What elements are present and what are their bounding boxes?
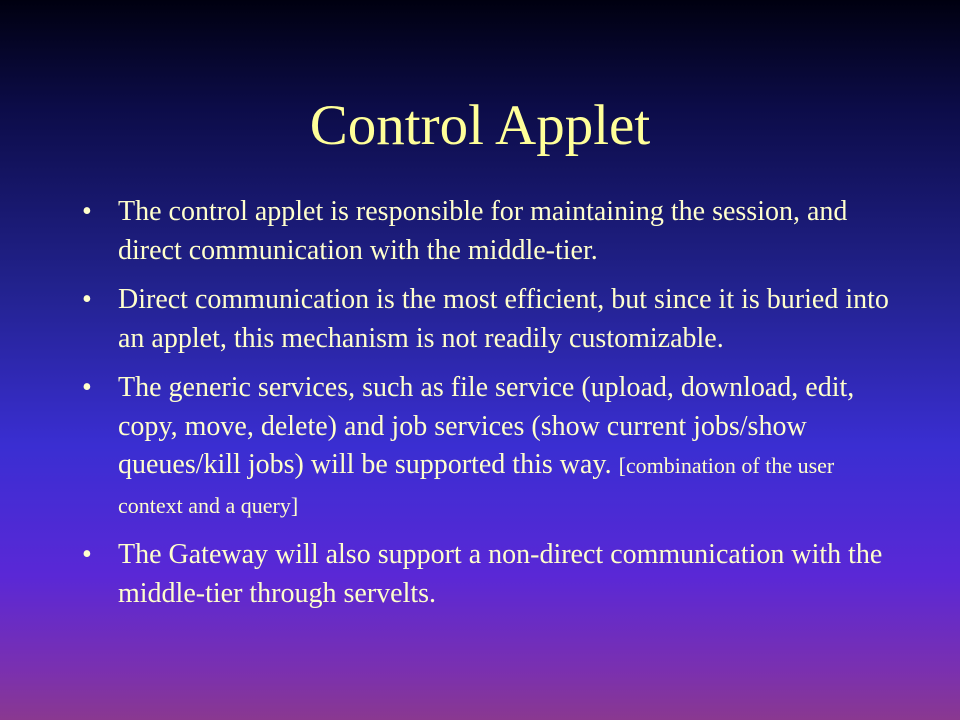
bullet-note: [combination of the user context and a query] bbox=[118, 453, 835, 518]
bullet-text: The control applet is responsible for maintaining the session, and direct communication with the middle-tier. bbox=[118, 196, 848, 266]
bullet-item bbox=[82, 369, 892, 525]
bullet-list bbox=[82, 193, 892, 624]
bullet-item bbox=[82, 193, 892, 270]
bullet-text: The Gateway will also support a non-direct communication with the middle-tier through servelts. bbox=[118, 539, 883, 609]
bullet-icon: • bbox=[82, 196, 92, 227]
bullet-text: Direct communication is the most efficient, but since it is buried into an applet, this mechanism is not readily customizable. bbox=[118, 284, 889, 354]
bullet-item bbox=[82, 281, 892, 358]
bullet-icon: • bbox=[82, 539, 92, 570]
slide-title: Control Applet bbox=[309, 94, 651, 157]
bullet-icon: • bbox=[82, 372, 92, 403]
bullet-text: The generic services, such as file service (upload, download, edit, copy, move, delete) and job services (show current jobs/show queues/kill jobs) will be supported this way. bbox=[118, 372, 855, 480]
bullet-icon: • bbox=[82, 284, 92, 315]
bullet-item bbox=[82, 536, 892, 613]
